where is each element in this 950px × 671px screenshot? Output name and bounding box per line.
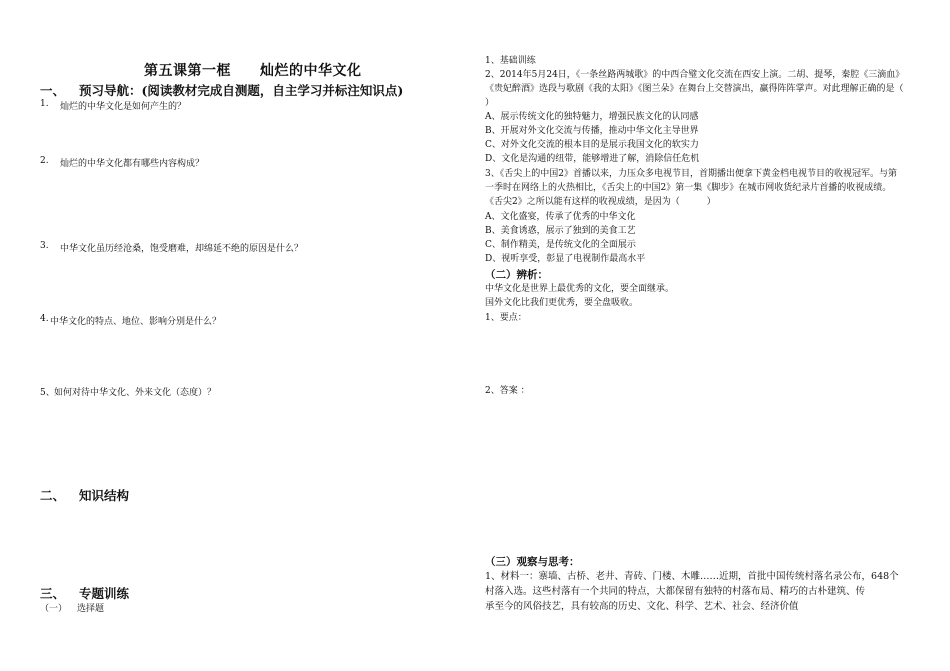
question-3-number: 3. (40, 241, 49, 251)
question-3-option-c: C、制作精美，是传统文化的全面展示 (485, 240, 636, 250)
question-2-option-b: B、开展对外文化交流与传播，推动中华文化主导世界 (485, 126, 699, 136)
subsection-1-heading: 选择题 (77, 604, 105, 614)
section-1-number: 一、 (40, 83, 66, 98)
material-line-1: 1、材料一：寨墙、古桥、老井、青砖、门楼、木雕……近期，首批中国传统村落名录公布，648个 (485, 571, 899, 582)
observe-think-heading: （三）观察与思考： (485, 556, 580, 568)
question-1: 灿烂的中华文化是如何产生的？ (60, 102, 187, 112)
question-3-option-b: B、美食诱惑，展示了独到的美食工艺 (485, 226, 636, 236)
answer-label: 2、答案 ： (485, 386, 530, 396)
question-3-option-d: D、视听享受，彰显了电视制作最高水平 (485, 254, 646, 264)
section-3-heading: 专题训练 (79, 586, 130, 601)
section-2-number: 二、 (40, 488, 66, 503)
basic-training-heading: 1、基础训练 (485, 56, 536, 66)
question-3: 中华文化虽历经沧桑，饱受磨难，却绵延不绝的原因是什么？ (60, 244, 304, 254)
question-3-line-1: 3、《舌尖上的中国2》首播以来，力压众多电视节目，首期播出便拿下黄金档电视节目的收视冠军。与第 (485, 169, 897, 179)
question-2-option-d: D、文化是沟通的纽带，能够增进了解，消除信任危机 (485, 154, 700, 164)
section-3-number: 三、 (40, 586, 66, 601)
question-1-number: 1. (40, 99, 49, 109)
question-2-line-2: 《贵妃醉酒》选段与歌剧《我的太阳》《图兰朵》在舞台上交替演出，赢得阵阵掌声。对此理解正确的是（ (485, 84, 904, 94)
analysis-statement-1: 中华文化是世界上最优秀的文化，要全面继承。 (485, 284, 675, 294)
right-column (475, 0, 950, 671)
question-2-line-3: ） (485, 98, 495, 108)
analysis-statement-2: 国外文化比我们更优秀，要全盘吸收。 (485, 298, 639, 308)
page-title: 第五课第一框 灿烂的中华文化 (144, 63, 362, 79)
question-2-number: 2. (40, 156, 49, 166)
analysis-heading: （二）辨析： (485, 269, 548, 281)
question-2-line-1: 2、2014年5月24日，《一条丝路两城歌》的中西合璧文化交流在西安上演。二胡、提琴，秦腔《三滴血》 (485, 70, 905, 80)
question-3-line-2: 一季时在网络上的火热相比，《舌尖上的中国2》第一集《脚步》在城市网收货纪录片首播的收视成绩。 (485, 183, 892, 193)
subsection-1-number: （一） (40, 604, 68, 614)
question-4-number: 4. (40, 314, 49, 324)
section-2-heading: 知识结构 (79, 488, 130, 503)
question-5: 如何对待中华文化、外来文化（态度）？ (54, 388, 217, 398)
question-4: 中华文化的特点、地位、影响分别是什么？ (50, 317, 222, 327)
question-3-option-a: A、文化盛宴，传承了优秀的中华文化 (485, 212, 636, 222)
question-5-number: 5、 (40, 388, 55, 398)
section-1-heading: 预习导航：(阅读教材完成自测题，自主学习并标注知识点) (79, 83, 404, 98)
key-points-label: 1、要点： (485, 313, 527, 323)
material-line-2: 村落入选。这些村落有一个共同的特点，大都保留有独特的村落布局、精巧的古朴建筑、传 (485, 586, 866, 597)
question-2-option-c: C、对外文化交流的根本目的是展示我国文化的软实力 (485, 140, 699, 150)
question-3-line-3: 《舌尖2》之所以能有这样的收视成绩，是因为（ ） (485, 197, 716, 207)
question-2: 灿烂的中华文化都有哪些内容构成？ (60, 159, 205, 169)
question-2-option-a: A、展示传统文化的独特魅力，增强民族文化的认同感 (485, 112, 699, 122)
material-line-3: 承至今的风俗技艺，具有较高的历史、文化、科学、艺术、社会、经济价值 (485, 601, 799, 612)
